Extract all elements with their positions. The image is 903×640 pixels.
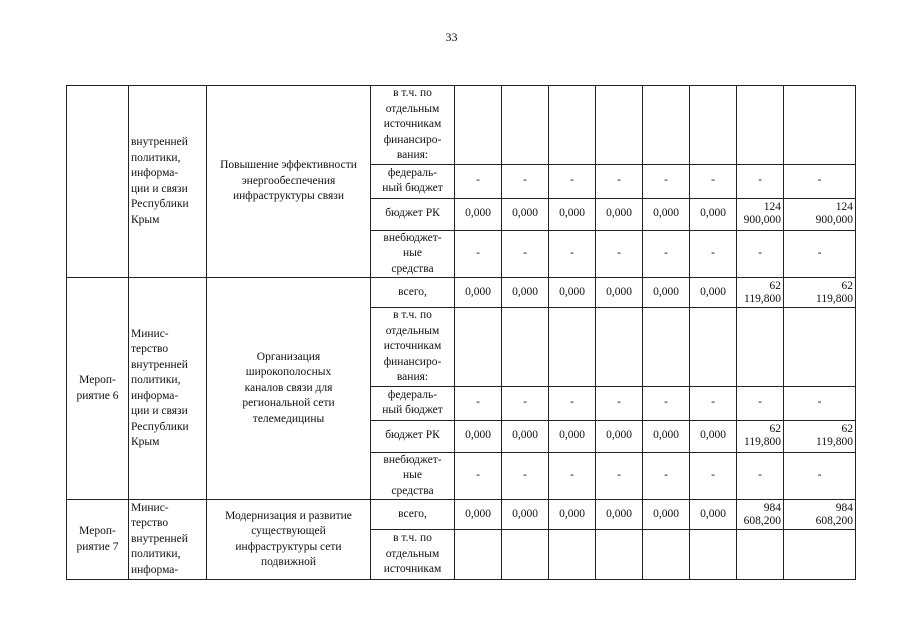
- amount-cell-6: 0,000: [690, 420, 737, 452]
- amount-cell-2: -: [502, 164, 549, 198]
- amount-cell-5: -: [643, 230, 690, 278]
- table-body: [67, 86, 856, 580]
- funding-source: всего,: [371, 278, 455, 308]
- amount-cell-3: 0,000: [549, 198, 596, 230]
- amount-cell-5: [643, 308, 690, 387]
- amount-cell-3: [549, 86, 596, 165]
- amount-cell-6: [690, 86, 737, 165]
- funding-source: федераль- ный бюджет: [371, 386, 455, 420]
- amount-cell-7: -: [737, 452, 784, 500]
- amount-cell-4: [596, 308, 643, 387]
- amount-cell-2: -: [502, 452, 549, 500]
- responsible-executor: внутренней политики, информа- ции и связи Республики Крым: [129, 86, 207, 278]
- table-row: [67, 86, 856, 165]
- amount-cell-1: -: [455, 386, 502, 420]
- amount-cell-6: [690, 308, 737, 387]
- amount-cell-2: -: [502, 230, 549, 278]
- amount-cell-8: 984 608,200: [784, 500, 856, 530]
- amount-cell-6: 0,000: [690, 198, 737, 230]
- amount-cell-1: -: [455, 230, 502, 278]
- amount-cell-7: 124 900,000: [737, 198, 784, 230]
- event-code: Мероп- риятие 6: [67, 278, 129, 500]
- amount-cell-8: 62 119,800: [784, 278, 856, 308]
- funding-source: федераль- ный бюджет: [371, 164, 455, 198]
- amount-cell-4: 0,000: [596, 198, 643, 230]
- amount-cell-2: [502, 86, 549, 165]
- amount-cell-4: [596, 86, 643, 165]
- amount-cell-2: 0,000: [502, 420, 549, 452]
- amount-cell-2: -: [502, 386, 549, 420]
- amount-cell-8: -: [784, 164, 856, 198]
- funding-source: в т.ч. по отдельным источникам финансиро- вания:: [371, 308, 455, 387]
- amount-cell-7: -: [737, 164, 784, 198]
- funding-source: бюджет РК: [371, 198, 455, 230]
- amount-cell-1: [455, 308, 502, 387]
- amount-cell-8: [784, 308, 856, 387]
- event-title: Модернизация и развитие существующей инфраструктуры сети подвижной: [207, 500, 371, 580]
- amount-cell-6: -: [690, 230, 737, 278]
- event-code: [67, 86, 129, 278]
- amount-cell-8: 124 900,000: [784, 198, 856, 230]
- amount-cell-7: [737, 86, 784, 165]
- event-code: Мероп- риятие 7: [67, 500, 129, 580]
- amount-cell-8: 62 119,800: [784, 420, 856, 452]
- amount-cell-2: 0,000: [502, 278, 549, 308]
- amount-cell-4: 0,000: [596, 278, 643, 308]
- amount-cell-3: -: [549, 452, 596, 500]
- amount-cell-4: -: [596, 452, 643, 500]
- amount-cell-6: -: [690, 164, 737, 198]
- budget-table: [66, 85, 856, 580]
- amount-cell-2: 0,000: [502, 198, 549, 230]
- amount-cell-5: 0,000: [643, 420, 690, 452]
- amount-cell-4: [596, 530, 643, 580]
- amount-cell-3: [549, 308, 596, 387]
- amount-cell-8: [784, 530, 856, 580]
- responsible-executor: Минис- терство внутренней политики, информа- ции и связи Республики Крым: [129, 278, 207, 500]
- amount-cell-4: -: [596, 230, 643, 278]
- funding-source: бюджет РК: [371, 420, 455, 452]
- amount-cell-3: -: [549, 230, 596, 278]
- amount-cell-6: 0,000: [690, 500, 737, 530]
- funding-source: всего,: [371, 500, 455, 530]
- funding-source: в т.ч. по отдельным источникам: [371, 530, 455, 580]
- amount-cell-2: [502, 530, 549, 580]
- amount-cell-7: 984 608,200: [737, 500, 784, 530]
- amount-cell-1: -: [455, 452, 502, 500]
- amount-cell-5: -: [643, 164, 690, 198]
- amount-cell-7: 62 119,800: [737, 278, 784, 308]
- amount-cell-4: -: [596, 164, 643, 198]
- amount-cell-5: 0,000: [643, 500, 690, 530]
- amount-cell-2: [502, 308, 549, 387]
- amount-cell-3: 0,000: [549, 278, 596, 308]
- amount-cell-3: 0,000: [549, 420, 596, 452]
- amount-cell-1: 0,000: [455, 420, 502, 452]
- funding-source: внебюджет- ные средства: [371, 452, 455, 500]
- amount-cell-8: -: [784, 230, 856, 278]
- event-title: Повышение эффективности энергообеспечения инфраструктуры связи: [207, 86, 371, 278]
- amount-cell-3: -: [549, 164, 596, 198]
- amount-cell-8: -: [784, 386, 856, 420]
- amount-cell-6: -: [690, 452, 737, 500]
- funding-source: внебюджет- ные средства: [371, 230, 455, 278]
- amount-cell-5: -: [643, 386, 690, 420]
- amount-cell-3: 0,000: [549, 500, 596, 530]
- amount-cell-7: -: [737, 230, 784, 278]
- amount-cell-5: [643, 86, 690, 165]
- amount-cell-1: 0,000: [455, 278, 502, 308]
- responsible-executor: Минис- терство внутренней политики, информа-: [129, 500, 207, 580]
- amount-cell-3: -: [549, 386, 596, 420]
- amount-cell-4: 0,000: [596, 500, 643, 530]
- amount-cell-7: 62 119,800: [737, 420, 784, 452]
- amount-cell-6: -: [690, 386, 737, 420]
- amount-cell-8: [784, 86, 856, 165]
- amount-cell-4: 0,000: [596, 420, 643, 452]
- amount-cell-1: [455, 530, 502, 580]
- amount-cell-7: [737, 308, 784, 387]
- amount-cell-4: -: [596, 386, 643, 420]
- amount-cell-3: [549, 530, 596, 580]
- amount-cell-5: 0,000: [643, 278, 690, 308]
- funding-source: в т.ч. по отдельным источникам финансиро- вания:: [371, 86, 455, 165]
- amount-cell-5: -: [643, 452, 690, 500]
- amount-cell-5: [643, 530, 690, 580]
- amount-cell-5: 0,000: [643, 198, 690, 230]
- event-title: Организация широкополосных каналов связи для региональной сети телемедицины: [207, 278, 371, 500]
- amount-cell-2: 0,000: [502, 500, 549, 530]
- table-row: [67, 278, 856, 308]
- amount-cell-1: -: [455, 164, 502, 198]
- amount-cell-7: -: [737, 386, 784, 420]
- page-number: 33: [445, 30, 458, 44]
- amount-cell-1: 0,000: [455, 198, 502, 230]
- amount-cell-6: [690, 530, 737, 580]
- amount-cell-7: [737, 530, 784, 580]
- amount-cell-6: 0,000: [690, 278, 737, 308]
- table-row: [67, 500, 856, 530]
- amount-cell-1: 0,000: [455, 500, 502, 530]
- amount-cell-8: -: [784, 452, 856, 500]
- amount-cell-1: [455, 86, 502, 165]
